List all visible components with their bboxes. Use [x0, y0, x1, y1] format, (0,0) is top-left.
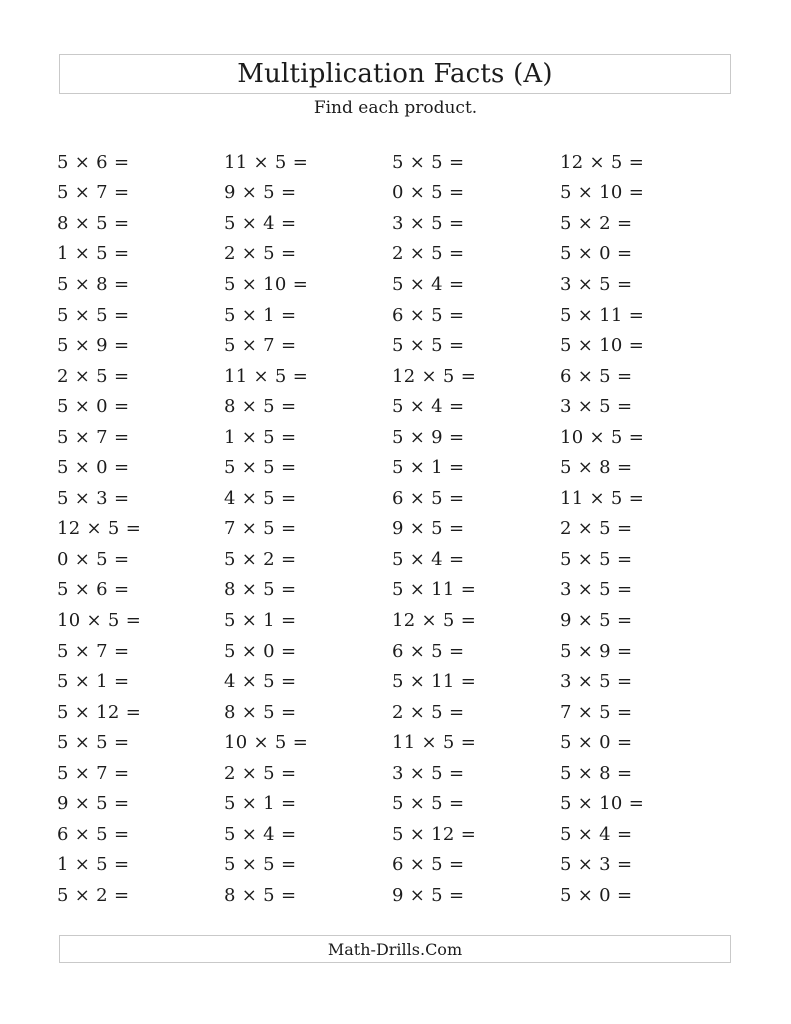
problem: 6 × 5 = [392, 304, 465, 326]
problem: 9 × 5 = [392, 884, 465, 906]
problem: 6 × 5 = [57, 823, 130, 845]
problem: 12 × 5 = [392, 365, 477, 387]
problem: 5 × 4 = [560, 823, 633, 845]
problem: 5 × 9 = [392, 426, 465, 448]
problem: 5 × 9 = [57, 335, 130, 357]
problem: 3 × 5 = [560, 273, 633, 295]
problem: 5 × 8 = [560, 457, 633, 479]
problem: 5 × 6 = [57, 579, 130, 601]
problem: 3 × 5 = [392, 762, 465, 784]
problem: 5 × 2 = [57, 884, 130, 906]
problem: 5 × 10 = [560, 182, 645, 204]
problem: 9 × 5 = [560, 609, 633, 631]
problem: 9 × 5 = [392, 518, 465, 540]
problem: 12 × 5 = [560, 151, 645, 173]
problem: 3 × 5 = [560, 396, 633, 418]
problem: 3 × 5 = [392, 212, 465, 234]
problem: 2 × 5 = [57, 365, 130, 387]
problem: 5 × 11 = [560, 304, 645, 326]
problems-grid [57, 147, 747, 911]
problem: 7 × 5 = [224, 518, 297, 540]
problem: 5 × 0 = [560, 243, 633, 265]
problem: 5 × 3 = [57, 487, 130, 509]
problem: 5 × 10 = [560, 793, 645, 815]
problem: 11 × 5 = [224, 151, 309, 173]
problem: 12 × 5 = [57, 518, 142, 540]
problem: 6 × 5 = [392, 854, 465, 876]
problem: 5 × 1 = [57, 671, 130, 693]
problem: 10 × 5 = [560, 426, 645, 448]
problem: 3 × 5 = [560, 671, 633, 693]
problem: 5 × 0 = [560, 884, 633, 906]
problem: 5 × 5 = [392, 335, 465, 357]
problem: 5 × 6 = [57, 151, 130, 173]
problem: 5 × 2 = [224, 548, 297, 570]
problem: 4 × 5 = [224, 487, 297, 509]
problem: 2 × 5 = [560, 518, 633, 540]
problem: 5 × 10 = [224, 273, 309, 295]
instructions-text: Find each product. [313, 98, 478, 118]
problem: 5 × 9 = [560, 640, 633, 662]
problem: 8 × 5 = [224, 396, 297, 418]
problem: 3 × 5 = [560, 579, 633, 601]
problem: 5 × 7 = [57, 762, 130, 784]
problem: 0 × 5 = [392, 182, 465, 204]
problem: 5 × 0 = [57, 457, 130, 479]
page-title: Multiplication Facts (A) [237, 59, 553, 89]
problem: 7 × 5 = [560, 701, 633, 723]
problem: 5 × 1 = [224, 304, 297, 326]
problem: 6 × 5 = [392, 487, 465, 509]
problem: 1 × 5 = [57, 854, 130, 876]
problem: 5 × 12 = [392, 823, 477, 845]
problem: 5 × 7 = [57, 640, 130, 662]
problem: 5 × 7 = [224, 335, 297, 357]
problem: 8 × 5 = [224, 579, 297, 601]
problem: 2 × 5 = [224, 762, 297, 784]
problem: 5 × 2 = [560, 212, 633, 234]
problem: 5 × 0 = [57, 396, 130, 418]
problem: 2 × 5 = [392, 243, 465, 265]
problem: 5 × 5 = [560, 548, 633, 570]
problem: 10 × 5 = [57, 609, 142, 631]
problem: 5 × 4 = [224, 823, 297, 845]
problem: 5 × 4 = [392, 396, 465, 418]
problem: 2 × 5 = [224, 243, 297, 265]
problem: 5 × 8 = [57, 273, 130, 295]
problem: 1 × 5 = [57, 243, 130, 265]
problem: 5 × 4 = [224, 212, 297, 234]
problem: 8 × 5 = [224, 701, 297, 723]
problem: 6 × 5 = [560, 365, 633, 387]
problem: 5 × 1 = [224, 793, 297, 815]
problem: 9 × 5 = [224, 182, 297, 204]
problem: 5 × 4 = [392, 548, 465, 570]
footer-brand: Math-Drills.Com [327, 939, 463, 959]
title-box [59, 54, 731, 94]
problem: 1 × 5 = [224, 426, 297, 448]
problem: 5 × 1 = [224, 609, 297, 631]
footer-box [59, 935, 731, 963]
problem: 5 × 5 = [392, 151, 465, 173]
problem: 5 × 7 = [57, 426, 130, 448]
problem: 5 × 8 = [560, 762, 633, 784]
problem: 5 × 5 = [57, 732, 130, 754]
problem: 5 × 11 = [392, 579, 477, 601]
problem: 5 × 5 = [392, 793, 465, 815]
problem: 5 × 0 = [224, 640, 297, 662]
problem: 2 × 5 = [392, 701, 465, 723]
problem: 5 × 5 = [57, 304, 130, 326]
problem: 11 × 5 = [224, 365, 309, 387]
problem: 5 × 0 = [560, 732, 633, 754]
problem: 5 × 12 = [57, 701, 142, 723]
problem: 6 × 5 = [392, 640, 465, 662]
problem: 5 × 11 = [392, 671, 477, 693]
problem: 5 × 5 = [224, 854, 297, 876]
problem: 5 × 5 = [224, 457, 297, 479]
problem: 5 × 7 = [57, 182, 130, 204]
problem: 9 × 5 = [57, 793, 130, 815]
problem: 8 × 5 = [57, 212, 130, 234]
problem: 4 × 5 = [224, 671, 297, 693]
problem: 5 × 10 = [560, 335, 645, 357]
problem: 5 × 1 = [392, 457, 465, 479]
problem: 10 × 5 = [224, 732, 309, 754]
problem: 8 × 5 = [224, 884, 297, 906]
problem: 11 × 5 = [560, 487, 645, 509]
problem: 12 × 5 = [392, 609, 477, 631]
problem: 11 × 5 = [392, 732, 477, 754]
problem: 5 × 4 = [392, 273, 465, 295]
problem: 0 × 5 = [57, 548, 130, 570]
problem: 5 × 3 = [560, 854, 633, 876]
